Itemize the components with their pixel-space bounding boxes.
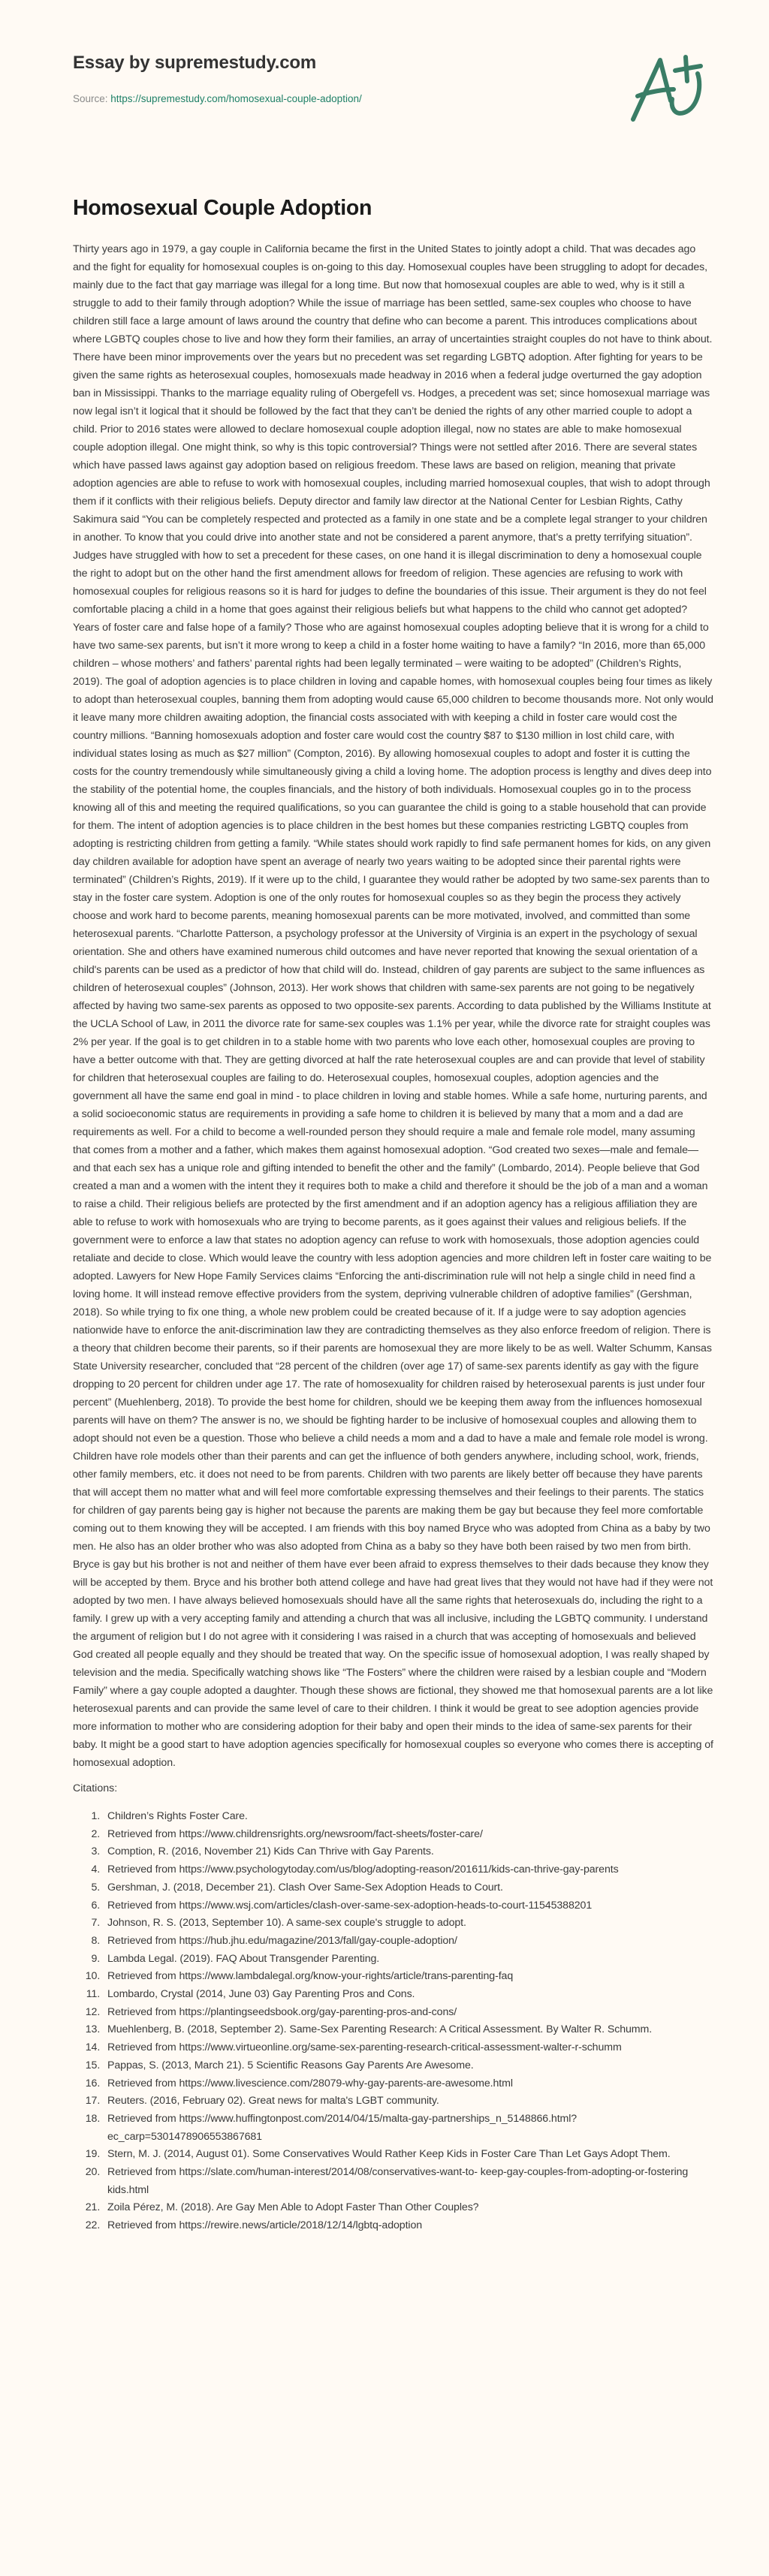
- citation-item: 6. Retrieved from https://www.wsj.com/articles/clash-over-same-sex-adoption-heads-to-court-11545388201: [103, 1897, 713, 1915]
- citation-item: 17. Reuters. (2016, February 02). Great news for malta's LGBT community.: [103, 2092, 713, 2111]
- citation-item: 19. Stern, M. J. (2014, August 01). Some Conservatives Would Rather Keep Kids in Foster Care Than Let Gays Adopt Them.: [103, 2146, 713, 2164]
- source-link[interactable]: https://supremestudy.com/homosexual-couple-adoption/: [110, 93, 362, 104]
- citation-item: 1. Children’s Rights Foster Care.: [103, 1808, 713, 1826]
- citation-item: 9. Lambda Legal. (2019). FAQ About Transgender Parenting.: [103, 1951, 713, 1969]
- citation-item: 15. Pappas, S. (2013, March 21). 5 Scientific Reasons Gay Parents Are Awesome.: [103, 2057, 713, 2075]
- essay-title: Homosexual Couple Adoption: [73, 196, 372, 220]
- citation-item: 21. Zoila Pérez, M. (2018). Are Gay Men Able to Adopt Faster Than Other Couples?: [103, 2199, 713, 2217]
- citation-item: 12. Retrieved from https://plantingseedsbook.org/gay-parenting-pros-and-cons/: [103, 2004, 713, 2022]
- citation-item: 8. Retrieved from https://hub.jhu.edu/magazine/2013/fall/gay-couple-adoption/: [103, 1933, 713, 1951]
- citation-item: 11. Lombardo, Crystal (2014, June 03) Gay Parenting Pros and Cons.: [103, 1986, 713, 2004]
- citation-item: 5. Gershman, J. (2018, December 21). Clash Over Same-Sex Adoption Heads to Court.: [103, 1879, 713, 1897]
- citation-item: 18. Retrieved from https://www.huffingtonpost.com/2014/04/15/malta-gay-partnerships_n_5148866.html?ec_carp=5301478906553867681: [103, 2111, 713, 2146]
- citation-item: 14. Retrieved from https://www.virtueonline.org/same-sex-parenting-research-critical-assessment-walter-r-schumm: [103, 2039, 713, 2057]
- source-label: Source:: [73, 93, 111, 104]
- citation-item: 2. Retrieved from https://www.childrensrights.org/newsroom/fact-sheets/foster-care/: [103, 1826, 713, 1844]
- citations-heading: Citations:: [73, 1782, 118, 1794]
- essay-body: Thirty years ago in 1979, a gay couple in California became the first in the United States to jointly adopt a child. That was decades ago and the fight for equality for homosexual couples is on-going to this day. Homosexual couples have been struggling to adopt for decades, mainly due to the fact that gay marriage was illegal for a long time. But now that homosexual couples are able to wed, why is it still a struggle to add to their family through adoption? While the issue of marriage has been settled, same-sex couples who choose to have children still face a large amount of laws around the country that define who can become a parent. This introduces complications about where LGBTQ couples chose to live and how they form their families, an array of uncertainties straight couples do not have to think about. There have been minor improvements over the years but no precedent was set regarding LGBTQ adoption. After fighting for years to be given the same rights as heterosexual couples, homosexuals made headway in 2016 when a federal judge overturned the gay adoption ban in Mississippi. Thanks to the marriage equality ruling of Obergefell vs. Hodges, a precedent was set; since homosexual marriage was now legal isn’t it logical that it should be followed by the fact that they can’t be denied the rights of any other married couple to adopt a child. Prior to 2016 states were allowed to declare homosexual couple adoption illegal, now no states are able to make homosexual couple adoption illegal. One might think, so why is this topic controversial? Things were not settled after 2016. There are several states which have passed laws against gay adoption based on religious freedom. These laws are based on religion, meaning that private adoption agencies are able to refuse to work with homosexual couples, including married homosexual couples, that wish to adopt through them if it conflicts with their religious beliefs. Deputy director and family law director at the National Center for Lesbian Rights, Cathy Sakimura said “You can be completely respected and protected as a family in one state and be a complete legal stranger to your children in another. To know that you could drive into another state and not be considered a parent anymore, that’s a pretty terrifying situation”. Judges have struggled with how to set a precedent for these cases, on one hand it is illegal discrimination to deny a homosexual couple the right to adopt but on the other hand the first amendment allows for freedom of religion. These agencies are refusing to work with homosexual couples for religious reasons so it is hard for judges to define the boundaries of this issue. Their argument is they do not feel comfortable placing a child in a home that goes against their religious beliefs but what happens to the child who cannot get adopted? Years of foster care and false hope of a family? Those who are against homosexual couples adopting believe that it is wrong for a child to have two same-sex parents, but isn’t it more wrong to keep a child in a foster home waiting to have a family? “In 2016, more than 65,000 children – whose mothers’ and fathers’ parental rights had been legally terminated – were waiting to be adopted” (Children’s Rights, 2019). The goal of adoption agencies is to place children in loving and capable homes, with homosexual couples being four times as likely to adopt than heterosexual couples, banning them from adopting would cause 65,000 children to become thousands more. Not only would it leave many more children awaiting adoption, the financial costs associated with with keeping a child in foster care would cost the country millions. “Banning homosexuals adoption and foster care would cost the country $87 to $130 million in lost child care, with individual states losing as much as $27 million” (Compton, 2016). By allowing homosexual couples to adopt and foster it is cutting the costs for the country tremendously while simultaneously giving a child a loving home. The adoption process is lengthy and dives deep into the stability of the potential home, the couples financials, and the history of both individuals. Homosexual couples go in to the process knowing all of this and meeting the required qualifications, so you can guarantee the child is going to a stable household that can provide for them. The intent of adoption agencies is to place children in the best homes but these companies restricting LGBTQ couples from adopting is restricting children from getting a family. “While states should work rapidly to find safe permanent homes for kids, on any given day children available for adoption have spent an average of nearly two years waiting to be adopted since their parental rights were terminated” (Children’s Rights, 2019). If it were up to the child, I guarantee they would rather be adopted by two same-sex parents than to stay in the foster care system. Adoption is one of the only routes for homosexual couples so as they begin the process they actively choose and work hard to become parents, meaning homosexual parents can be more motivated, involved, and committed than some heterosexual parents. “Charlotte Patterson, a psychology professor at the University of Virginia is an expert in the psychology of sexual orientation. She and others have examined numerous child outcomes and have never reported that knowing the sexual orientation of a child's parents can be used as a predictor of how that child will do. Instead, children of gay parents are subject to the same influences as children of heterosexual couples” (Johnson, 2013). Her work shows that children with same-sex parents are not going to be negatively affected by having two same-sex parents as opposed to two opposite-sex parents. According to data published by the Williams Institute at the UCLA School of Law, in 2011 the divorce rate for same-sex couples was 1.1% per year, while the divorce rate for straight couples was 2% per year. If the goal is to get children in to a stable home with two parents who love each other, homosexual couples are proving to have a better outcome with that. They are getting divorced at half the rate heterosexual couples are and can provide that level of stability for children that heterosexual couples are failing to do. Heterosexual couples, homosexual couples, adoption agencies and the government all have the same end goal in mind - to place children in loving and stable homes. While a safe home, nurturing parents, and a solid socioeconomic status are requirements in providing a safe home to children it is believed by many that a mom and a dad are requirements as well. For a child to become a well-rounded person they should require a male and female role model, many assuming that comes from a mother and a father, which makes them against homosexual adoption. “God created two sexes—male and female—and that each sex has a unique role and gifting intended to benefit the other and the family” (Lombardo, 2014). People believe that God created a man and a women with the intent they it requires both to make a child and therefore it should be the job of a man and a woman to raise a child. Their religious beliefs are protected by the first amendment and if an adoption agency has a religious affiliation they are able to refuse to work with homosexuals who are trying to become parents, as it goes against their values and religious beliefs. If the government were to enforce a law that states no adoption agency can refuse to work with homosexuals, those adoption agencies could retaliate and decide to close. Which would leave the country with less adoption agencies and more children left in foster care waiting to be adopted. Lawyers for New Hope Family Services claims “Enforcing the anti-discrimination rule will not help a single child in need find a loving home. It will instead remove effective providers from the system, depriving vulnerable children of adoptive families” (Gershman, 2018). So while trying to fix one thing, a whole new problem could be created because of it. If a judge were to say adoption agencies nationwide have to enforce the anit-discrimination law they are contradicting themselves as they also enforce freedom of religion. There is a theory that children become their parents, so if their parents are homosexual they are more likely to be as well. Walter Schumm, Kansas State University researcher, concluded that “28 percent of the children (over age 17) of same-sex parents identify as gay with the figure dropping to 20 percent for children under age 17. The rate of homosexuality for children raised by heterosexual parents is just under four percent” (Muehlenberg, 2018). To provide the best home for children, should we be keeping them away from the influences homosexual parents will have on them? The answer is no, we should be fighting harder to be inclusive of homosexual couples and allowing them to adopt should not even be a question. Those who believe a child needs a mom and a dad to have a male and female role model is wrong. Children have role models other than their parents and can get the influence of both genders anywhere, including school, work, friends, other family members, etc. it does not need to be from parents. Children with two parents are likely better off because they have parents that will accept them no matter what and will feel more comfortable expressing themselves and their feelings to their parents. The statics for children of gay parents being gay is higher not because the parents are making them be gay but because they feel more comfortable coming out to them knowing they will be accepted. I am friends with this boy named Bryce who was adopted from China as a baby by two men. He also has an older brother who was also adopted from China as a baby so they have both been raised by two men from birth. Bryce is gay but his brother is not and neither of them have ever been afraid to express themselves to their dads because they know they will be accepted by them. Bryce and his brother both attend college and have had great lives that they would not have had if they were not adopted by two men. I have always believed homosexuals should have all the same rights that heterosexuals do, including the right to a family. I grew up with a very accepting family and attending a church that was all inclusive, including the LGBTQ community. I understand the argument of religion but I do not agree with it considering I was raised in a church that was accepting of homosexuals and believed God created all people equally and they should be treated that way. On the specific issue of homosexual adoption, I was really shaped by television and the media. Specifically watching shows like “The Fosters” where the children were raised by a lesbian couple and “Modern Family” where a gay couple adopted a daughter. Though these shows are fictional, they showed me that homosexual parents are a lot like heterosexual parents and can provide the same level of care to their children. I think it would be great to see adoption agencies provide more information to mother who are considering adoption for their baby and open their minds to the idea of same-sex parents for their baby. It might be a good start to have adoption agencies specifically for homosexual couples so everyone who comes there is accepting of homosexual adoption.: [73, 243, 713, 1769]
- citation-item: 22. Retrieved from https://rewire.news/article/2018/12/14/lgbtq-adoption: [103, 2217, 713, 2235]
- page-header: [73, 0, 713, 139]
- site-title: Essay by supremestudy.com: [73, 53, 317, 73]
- citation-item: 16. Retrieved from https://www.livescience.com/28079-why-gay-parents-are-awesome.html: [103, 2075, 713, 2093]
- citation-item: 13. Muehlenberg, B. (2018, September 2). Same-Sex Parenting Research: A Critical Assessment. By Walter R. Schumm.: [103, 2021, 713, 2039]
- citation-item: 4. Retrieved from https://www.psychologytoday.com/us/blog/adopting-reason/201611/kids-can-thrive-gay-parents: [103, 1861, 713, 1879]
- citations-list: [73, 1808, 713, 2235]
- source-line: [73, 93, 362, 104]
- a-plus-grade-icon: [627, 48, 714, 129]
- citation-item: 3. Comption, R. (2016, November 21) Kids Can Thrive with Gay Parents.: [103, 1843, 713, 1861]
- citation-item: 7. Johnson, R. S. (2013, September 10). A same-sex couple's struggle to adopt.: [103, 1915, 713, 1933]
- citation-item: 10. Retrieved from https://www.lambdalegal.org/know-your-rights/article/trans-parenting-faq: [103, 1968, 713, 1986]
- citation-item: 20. Retrieved from https://slate.com/human-interest/2014/08/conservatives-want-to- keep-gay-couples-from-adopting-or-fostering kids.html: [103, 2164, 713, 2199]
